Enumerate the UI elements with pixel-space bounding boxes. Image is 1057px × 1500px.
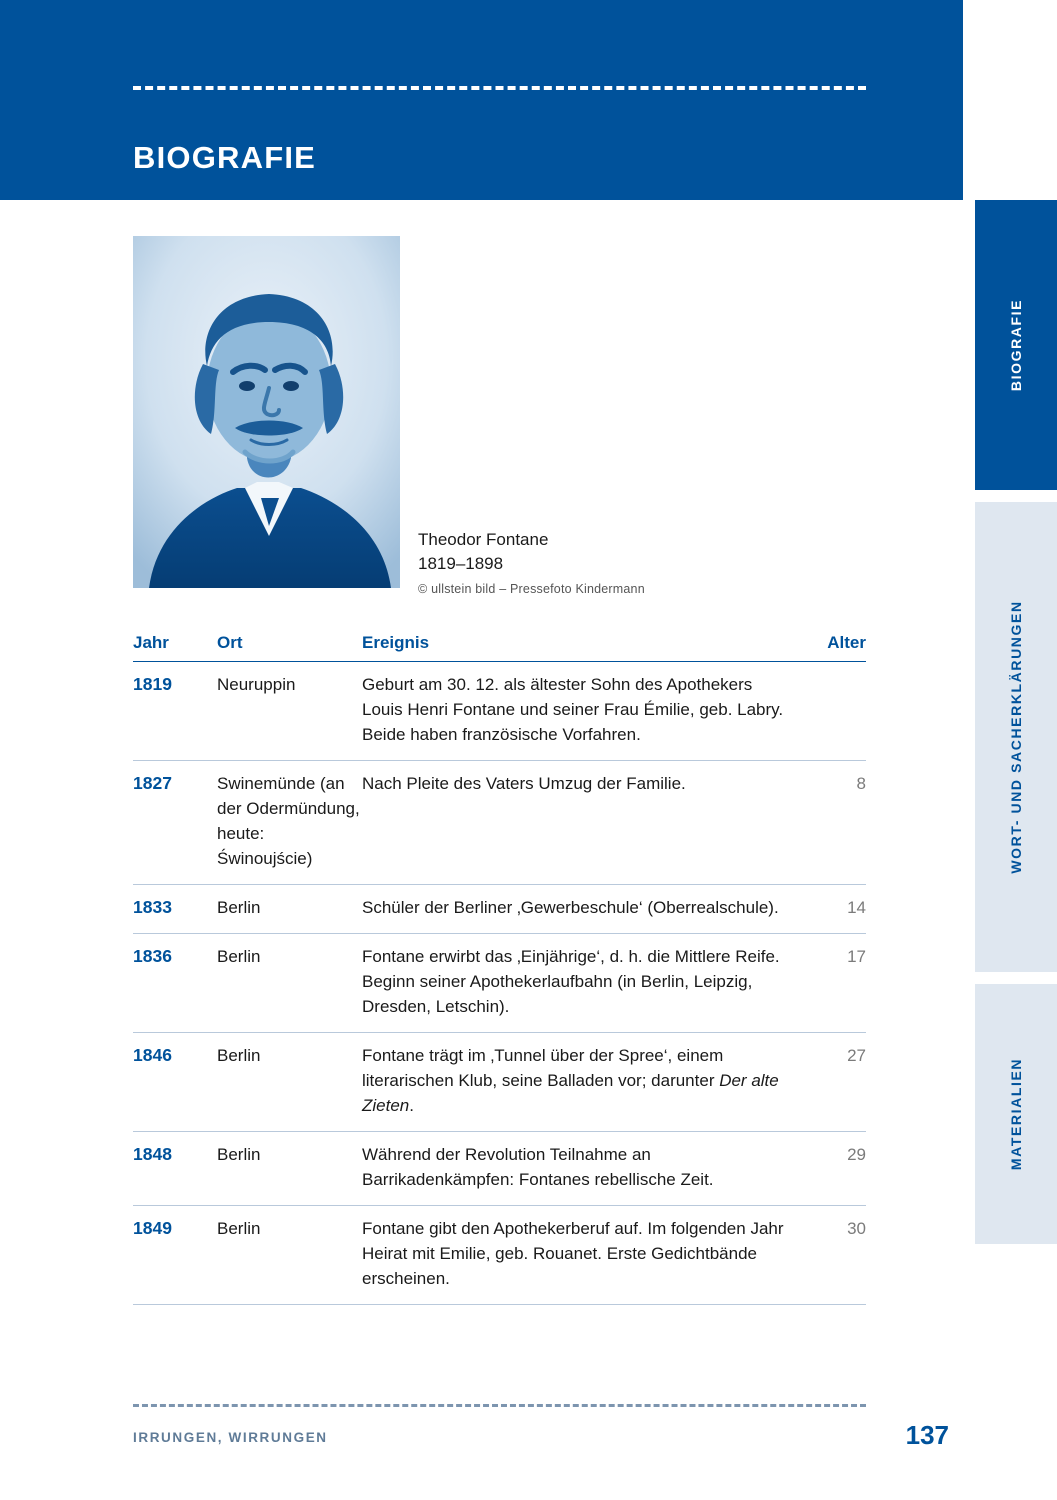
cell-jahr: 1827 bbox=[133, 773, 172, 793]
side-tab-label: WORT- UND SACHERKLÄRUNGEN bbox=[1008, 600, 1024, 874]
cell-ereignis: Nach Pleite des Vaters Umzug der Familie. bbox=[362, 774, 686, 793]
footer-dashed-rule bbox=[133, 1404, 866, 1407]
table-row bbox=[133, 885, 866, 934]
portrait-credit: © ullstein bild – Pressefoto Kindermann bbox=[418, 582, 645, 596]
table-row bbox=[133, 1206, 866, 1305]
column-header-ort: Ort bbox=[217, 633, 243, 652]
biography-table bbox=[133, 623, 866, 1305]
side-tab-biografie[interactable] bbox=[975, 200, 1057, 490]
cell-ort: Swinemünde (an der Odermündung, heute: Świnoujście) bbox=[217, 774, 360, 868]
cell-ereignis: Während der Revolution Teilnahme an Barrikadenkämpfen: Fontanes rebellische Zeit. bbox=[362, 1145, 714, 1189]
page-number: 137 bbox=[905, 1420, 949, 1450]
cell-jahr: 1848 bbox=[133, 1144, 172, 1164]
side-tab-label: BIOGRAFIE bbox=[1008, 298, 1024, 392]
cell-alter bbox=[808, 672, 866, 747]
cell-ort: Berlin bbox=[217, 1219, 261, 1238]
cell-jahr: 1849 bbox=[133, 1218, 172, 1238]
table-row bbox=[133, 934, 866, 1033]
portrait-caption-dates: 1819–1898 bbox=[418, 554, 504, 573]
cell-jahr: 1833 bbox=[133, 897, 172, 917]
cell-alter: 30 bbox=[847, 1219, 866, 1238]
cell-jahr: 1836 bbox=[133, 946, 172, 966]
portrait-caption-name: Theodor Fontane bbox=[418, 530, 549, 549]
cell-alter: 29 bbox=[847, 1145, 866, 1164]
cell-ereignis: Schüler der Berliner ‚Gewerbeschule‘ (Oberrealschule). bbox=[362, 898, 779, 917]
page-title: BIOGRAFIE bbox=[133, 140, 317, 175]
table-header-row bbox=[133, 623, 866, 662]
cell-jahr: 1846 bbox=[133, 1045, 172, 1065]
cell-ort: Berlin bbox=[217, 947, 261, 966]
table-row bbox=[133, 662, 866, 761]
cell-ort: Neuruppin bbox=[217, 675, 296, 694]
cell-alter: 17 bbox=[847, 947, 866, 966]
portrait-image bbox=[133, 236, 400, 588]
portrait-caption bbox=[418, 528, 645, 596]
portrait-illustration bbox=[133, 236, 400, 588]
table-row bbox=[133, 1132, 866, 1206]
cell-jahr: 1819 bbox=[133, 674, 172, 694]
cell-ort: Berlin bbox=[217, 1046, 261, 1065]
cell-alter: 14 bbox=[847, 898, 866, 917]
cell-ereignis: Fontane gibt den Apothekerberuf auf. Im folgenden Jahr Heirat mit Emilie, geb. Rouanet. Erste Gedichtbände erscheinen. bbox=[362, 1219, 784, 1288]
cell-alter: 8 bbox=[856, 774, 866, 793]
column-header-ereignis: Ereignis bbox=[362, 633, 430, 652]
cell-ort: Berlin bbox=[217, 898, 261, 917]
cell-ort: Berlin bbox=[217, 1145, 261, 1164]
cell-ereignis: Fontane erwirbt das ‚Einjährige‘, d. h. die Mittlere Reife. Beginn seiner Apothekerlaufbahn (in Berlin, Leipzig, Dresden, Letschin). bbox=[362, 947, 780, 1016]
table-row bbox=[133, 1033, 866, 1132]
table-row bbox=[133, 761, 866, 885]
side-tab-label: MATERIALIEN bbox=[1008, 1057, 1024, 1171]
header-dashed-rule-bottom bbox=[133, 208, 866, 212]
cell-ereignis: Geburt am 30. 12. als ältester Sohn des Apothekers Louis Henri Fontane und seiner Frau Émilie, geb. Labry. Beide haben französische Vorfahren. bbox=[362, 675, 784, 744]
header-dashed-rule-top bbox=[133, 86, 866, 90]
column-header-jahr: Jahr bbox=[133, 633, 169, 652]
side-tab-wort-und-sacherklaerungen[interactable] bbox=[975, 502, 1057, 972]
column-header-alter: Alter bbox=[827, 633, 866, 652]
side-tab-materialien[interactable] bbox=[975, 984, 1057, 1244]
cell-ereignis: Fontane trägt im ‚Tunnel über der Spree‘, einem literarischen Klub, seine Balladen vor; darunter Der alte Zieten. bbox=[362, 1046, 779, 1115]
running-title: IRRUNGEN, WIRRUNGEN bbox=[133, 1430, 328, 1445]
cell-alter: 27 bbox=[847, 1046, 866, 1065]
